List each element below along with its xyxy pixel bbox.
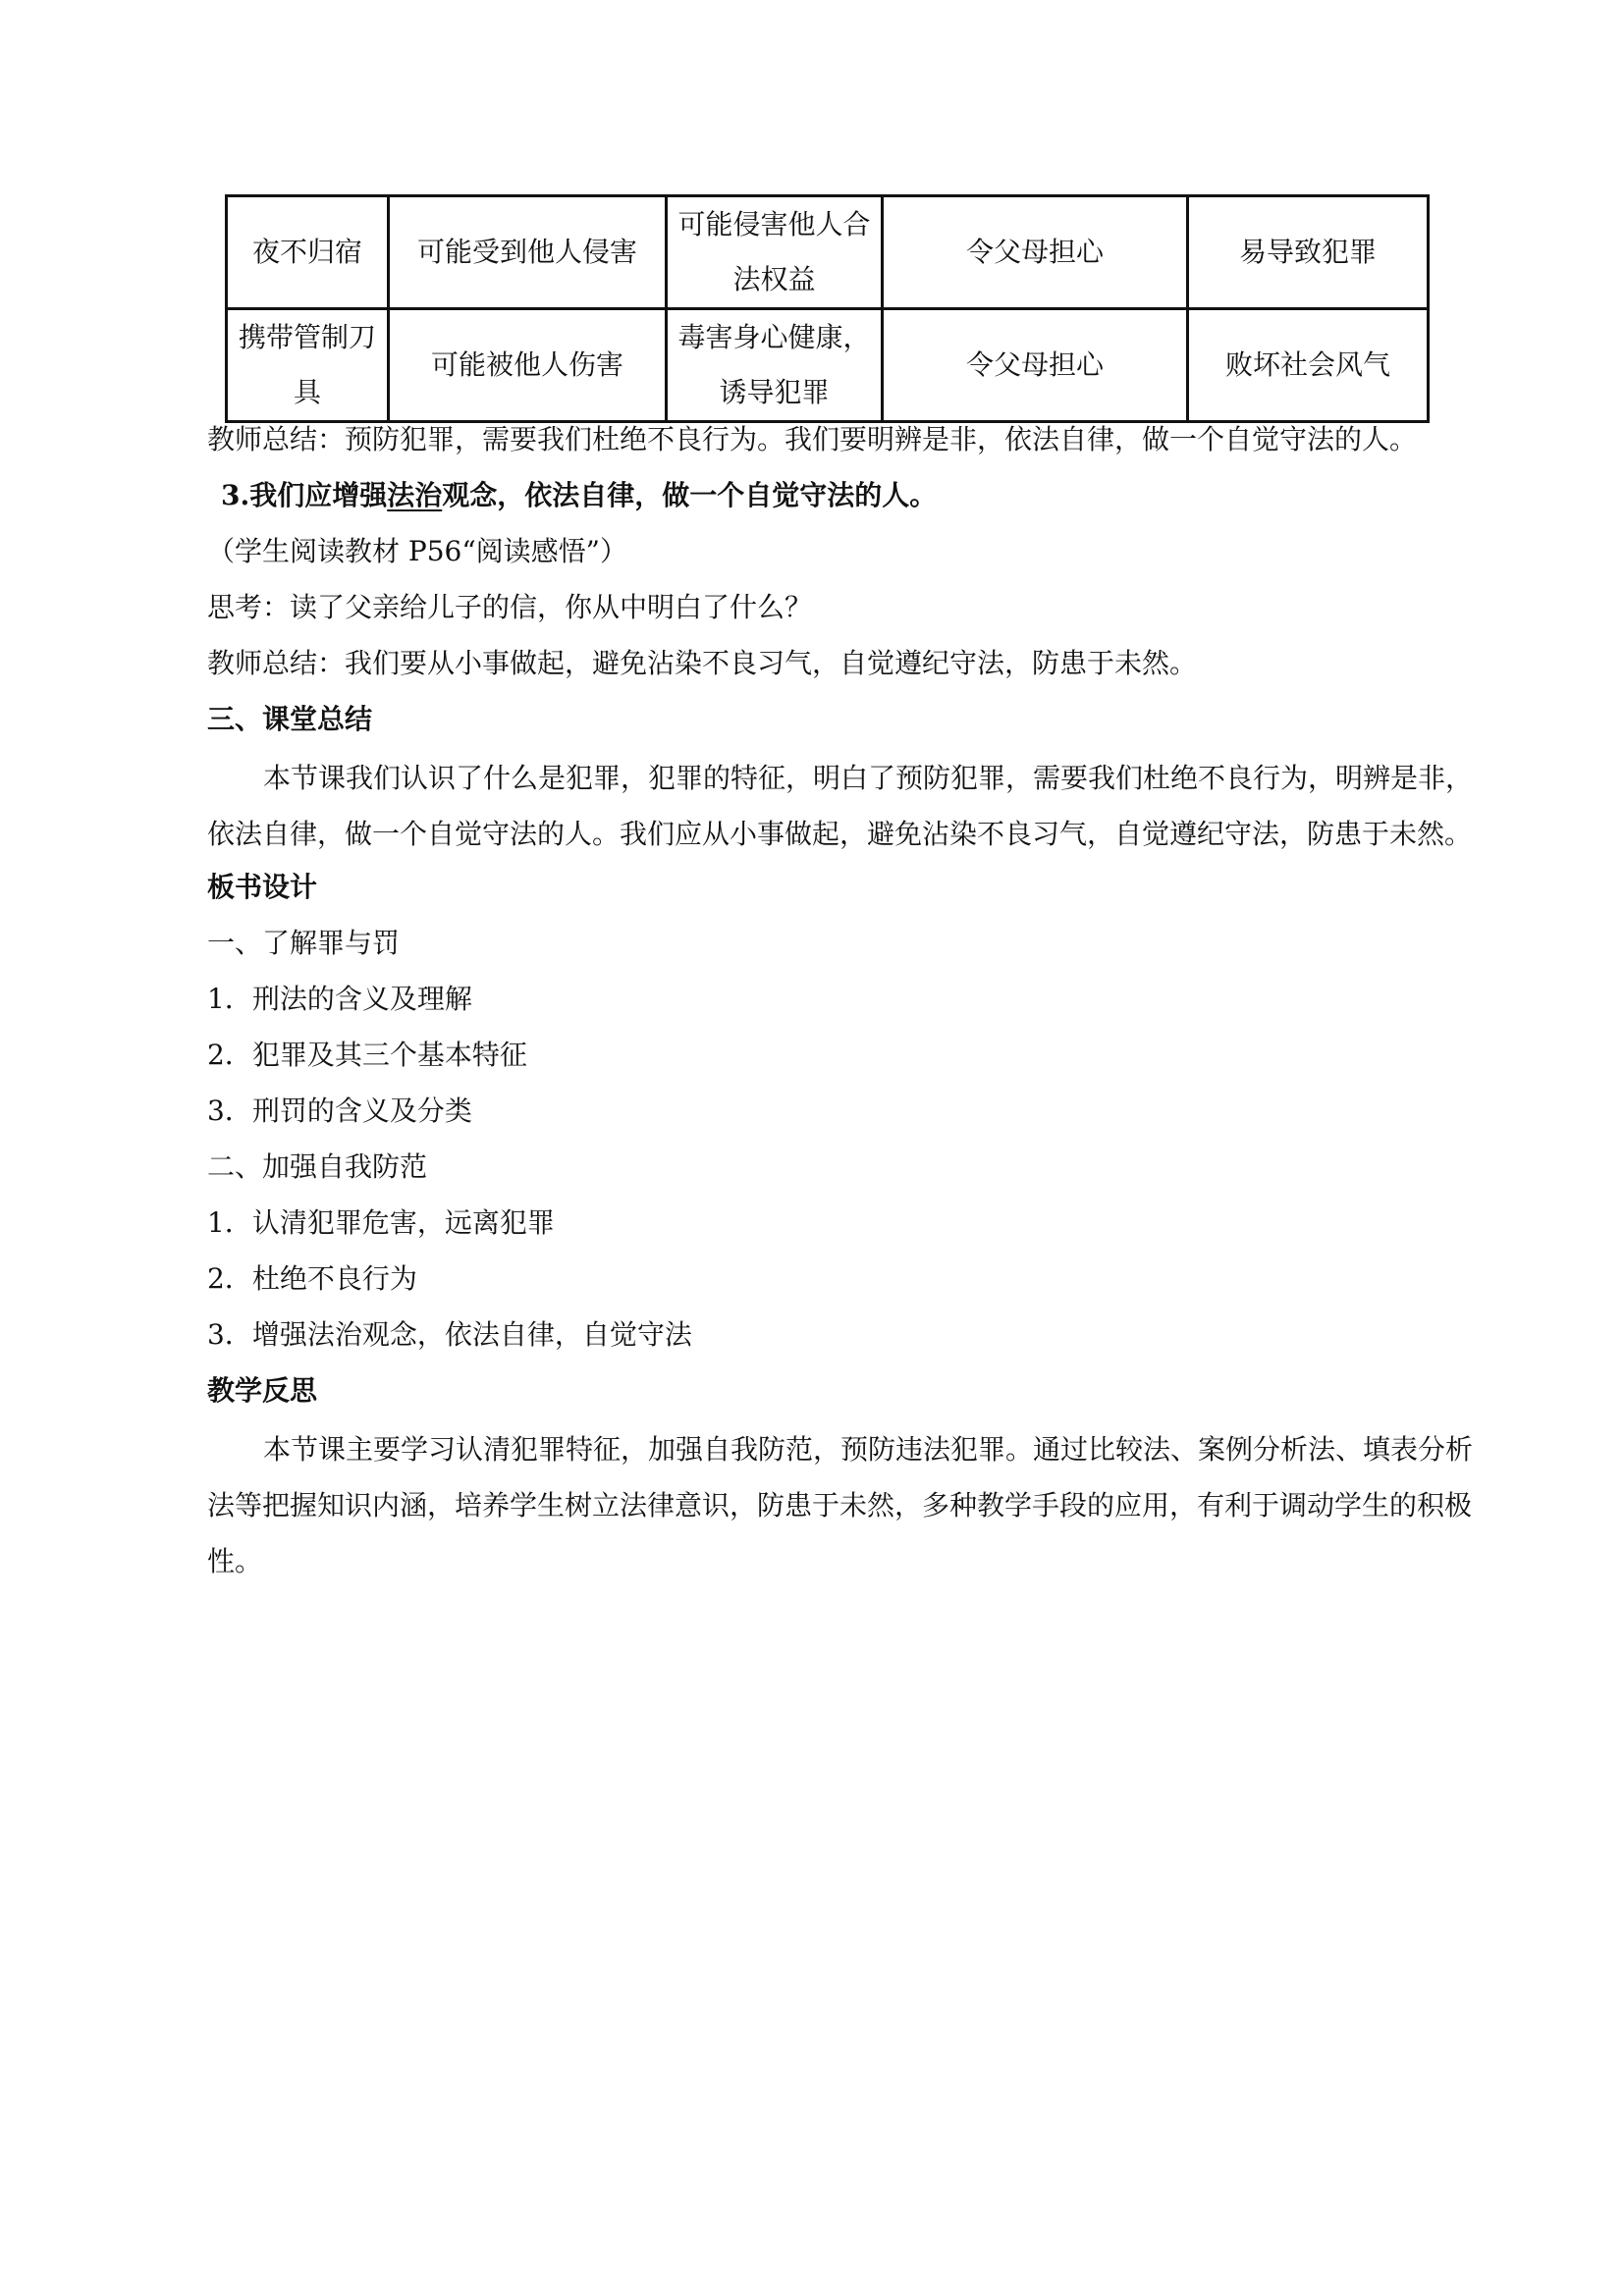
table-row (227, 309, 1429, 422)
table-cell: 易导致犯罪 (1188, 196, 1429, 309)
board-item: 1．认清犯罪危害，远离犯罪 (207, 1206, 555, 1239)
point-3-underlined: 法治 (387, 479, 443, 511)
table-cell: 毒害身心健康，诱导犯罪 (667, 309, 883, 422)
table-cell: 可能侵害他人合法权益 (667, 196, 883, 309)
board-item: 1．刑法的含义及理解 (207, 983, 472, 1015)
board-item: 2．犯罪及其三个基本特征 (207, 1039, 527, 1071)
summary-paragraph: 本节课我们认识了什么是犯罪，犯罪的特征，明白了预防犯罪，需要我们杜绝不良行为，明辨是非，依法自律，做一个自觉守法的人。我们应从小事做起，避免沾染不良习气，自觉遵纪守法，防患于未然。 (207, 762, 1474, 850)
table-cell: 令父母担心 (883, 309, 1188, 422)
table-cell: 可能被他人伤害 (389, 309, 667, 422)
section-heading-summary: 三、课堂总结 (207, 703, 373, 735)
point-3-heading (221, 476, 937, 515)
table-cell: 可能受到他人侵害 (389, 196, 667, 309)
point-3-text-b: 观念，依法自律，做一个自觉守法的人。 (442, 479, 938, 511)
table-cell: 夜不归宿 (227, 196, 389, 309)
section-heading-reflection: 教学反思 (207, 1374, 318, 1407)
teacher-summary-1: 教师总结：预防犯罪，需要我们杜绝不良行为。我们要明辨是非，依法自律，做一个自觉守法的人。 (207, 423, 1418, 455)
board-item: 一、了解罪与罚 (207, 927, 401, 959)
behavior-table (225, 194, 1430, 423)
table-cell: 令父母担心 (883, 196, 1188, 309)
reading-note: （学生阅读教材 P56“阅读感悟”） (207, 535, 627, 567)
board-item: 3．刑罚的含义及分类 (207, 1095, 472, 1127)
table-cell: 败坏社会风气 (1188, 309, 1429, 422)
table-row (227, 196, 1429, 309)
section-heading-board: 板书设计 (207, 871, 318, 903)
reflection-paragraph: 本节课主要学习认清犯罪特征，加强自我防范，预防违法犯罪。通过比较法、案例分析法、填表分析法等把握知识内涵，培养学生树立法律意识，防患于未然，多种教学手段的应用，有利于调动学生的积极性。 (207, 1433, 1474, 1577)
point-3-text-a: 3.我们应增强 (221, 479, 388, 511)
think-question: 思考：读了父亲给儿子的信，你从中明白了什么？ (207, 591, 813, 623)
teacher-summary-2: 教师总结：我们要从小事做起，避免沾染不良习气，自觉遵纪守法，防患于未然。 (207, 647, 1198, 679)
board-item: 2．杜绝不良行为 (207, 1262, 417, 1295)
board-item: 二、加强自我防范 (207, 1150, 428, 1183)
table-cell: 携带管制刀具 (227, 309, 389, 422)
board-item: 3．增强法治观念，依法自律，自觉守法 (207, 1318, 692, 1351)
